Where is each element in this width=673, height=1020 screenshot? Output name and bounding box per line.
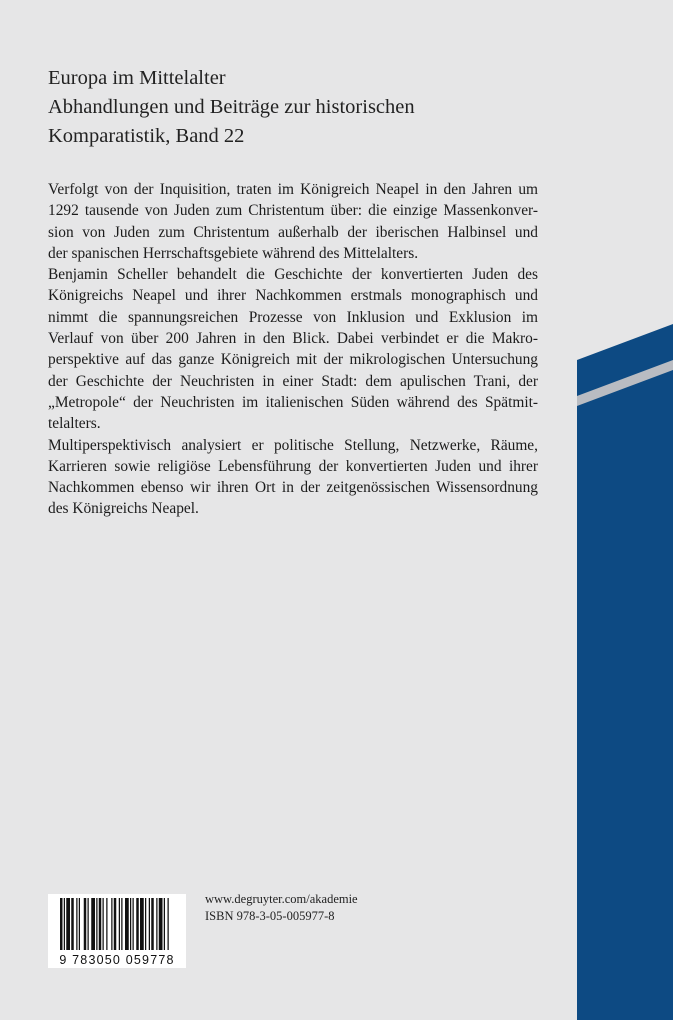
blurb-line: des Königreichs Neapel. bbox=[48, 500, 199, 518]
barcode-bar bbox=[145, 898, 146, 950]
isbn-number: ISBN 978-3-05-005977-8 bbox=[205, 909, 335, 923]
barcode-digits: 9 783050 059778 bbox=[59, 953, 175, 967]
series-name: Europa im Mittelalter bbox=[48, 67, 226, 89]
blurb-line: Königreichs Neapel und ihrer Nachkommen erstmals monographisch und bbox=[48, 287, 538, 305]
blurb-line: „Metropole“ der Neuchristen im italienischen Süden während des Spätmit- bbox=[48, 393, 538, 411]
barcode-bar bbox=[96, 898, 97, 950]
barcode-bar bbox=[88, 898, 89, 950]
publisher-info bbox=[205, 891, 358, 925]
barcode-bar bbox=[84, 898, 87, 950]
barcode-bar bbox=[103, 898, 104, 950]
series-subtitle: Abhandlungen und Beiträge zur historischen bbox=[48, 96, 415, 118]
barcode-bar bbox=[76, 898, 77, 950]
blurb-line: nimmt die spannungsreichen Prozesse von Inklusion und Exklusion im bbox=[48, 308, 538, 326]
barcode-bar bbox=[149, 898, 150, 950]
series-title-block bbox=[48, 64, 415, 151]
barcode-bar bbox=[133, 898, 134, 950]
barcode-bar bbox=[151, 898, 154, 950]
blurb-line: Verfolgt von der Inquisition, traten im Königreich Neapel in den Jahren um bbox=[48, 181, 538, 198]
barcode-bar bbox=[60, 898, 63, 950]
barcode-bar bbox=[114, 898, 117, 950]
barcode-bar bbox=[111, 898, 112, 950]
blurb-line: sion von Juden zum Christentum außerhalb der iberischen Halbinsel und bbox=[48, 223, 538, 241]
barcode-bar bbox=[79, 898, 80, 950]
back-cover-blurb bbox=[48, 179, 538, 520]
barcode-bar bbox=[130, 898, 131, 950]
barcode-bar bbox=[106, 898, 107, 950]
blue-bar-fill bbox=[577, 324, 673, 1020]
barcode-bars bbox=[48, 894, 186, 954]
barcode-bar bbox=[125, 898, 129, 950]
blurb-line: der spanischen Herrschaftsgebiete während des Mittelalters. bbox=[48, 244, 419, 262]
blurb-line: telalters. bbox=[48, 415, 101, 433]
barcode-bar bbox=[121, 898, 122, 950]
barcode-bar bbox=[156, 898, 157, 950]
barcode-bar bbox=[99, 898, 102, 950]
barcode-bar bbox=[140, 898, 144, 950]
publisher-website: www.degruyter.com/akademie bbox=[205, 892, 358, 906]
barcode-bar bbox=[64, 898, 65, 950]
blurb-line: 1292 tausende von Juden zum Christentum über: die einzige Massenkonver- bbox=[48, 202, 538, 220]
barcode-bar bbox=[119, 898, 120, 950]
barcode-bar bbox=[136, 898, 139, 950]
series-volume: Komparatistik, Band 22 bbox=[48, 125, 245, 147]
blurb-line: der Geschichte der Neuchristen in einer Stadt: dem apulischen Trani, der bbox=[48, 372, 538, 390]
blurb-line: Karrieren sowie religiöse Lebensführung der konvertierten Juden und ihrer bbox=[48, 457, 538, 475]
blurb-line: Benjamin Scheller behandelt die Geschichte der konvertierten Juden des bbox=[48, 266, 538, 284]
barcode-bar bbox=[164, 898, 165, 950]
blurb-line: perspektive auf das ganze Königreich mit der mikrologischen Untersuchung bbox=[48, 351, 538, 369]
barcode-bar bbox=[91, 898, 95, 950]
blurb-line: Multiperspektivisch analysiert er politische Stellung, Netzwerke, Räume, bbox=[48, 436, 538, 454]
barcode-bar bbox=[66, 898, 70, 950]
barcode-bar bbox=[168, 898, 169, 950]
blue-side-bar bbox=[577, 320, 673, 1020]
barcode-bar bbox=[71, 898, 74, 950]
barcode-bar bbox=[159, 898, 163, 950]
blurb-line: Nachkommen ebenso wir ihren Ort in der zeitgenössischen Wissensordnung bbox=[48, 479, 538, 497]
isbn-barcode bbox=[48, 894, 186, 968]
blurb-line: Verlauf von über 200 Jahren in den Blick. Dabei verbindet er die Makro- bbox=[48, 330, 538, 348]
